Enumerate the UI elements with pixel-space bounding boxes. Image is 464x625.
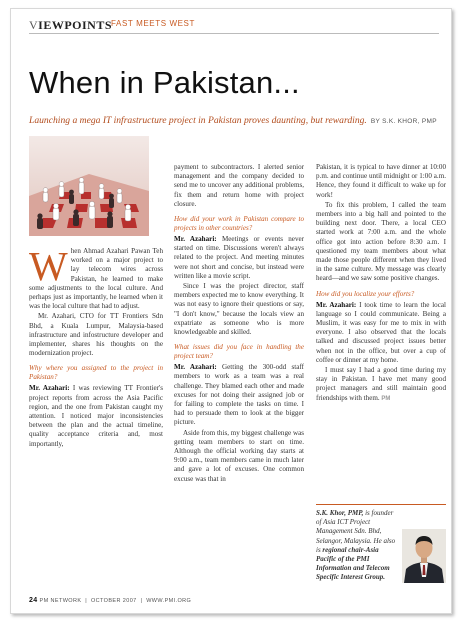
deck-text: Launching a mega IT infrastructure project in Pakistan proves daunting, but rewarding.: [29, 115, 367, 126]
closing-paragraph: I must say I had a good time during my stay in Pakistan. I have met many good project managers and still maintain good friendships with them. PM: [316, 366, 446, 402]
paragraph: Since I was the project director, staff members expected me to know everything. It was not easy to ignore their questions or say, "I don't know," because the locals view an expatriate as someone who is more knowledgeable and skilled.: [174, 282, 304, 337]
page-footer: 24 PM NETWORK | OCTOBER 2007 | WWW.PMI.ORG: [29, 597, 192, 604]
end-mark: PM: [381, 395, 391, 402]
bio-rule: [316, 504, 446, 505]
page-number: 24: [29, 597, 38, 604]
magazine-name: PM NETWORK: [39, 598, 82, 604]
article-title: When in Pakistan...: [29, 65, 300, 100]
section-subhead: FAST MEETS WEST: [111, 19, 195, 28]
question-heading: Why where you assigned to the project in Pakistan?: [29, 364, 163, 382]
paragraph: To fix this problem, I called the team members into a big hall and pointed to the building next door. There, a local CEO started work at 7:00 a.m. and the whole office got into action before 8:30 a.m. I questioned my team members about what made those people different when they lived in the same culture. My message was clearly heard—and we saw some positive changes.: [316, 200, 446, 283]
article-deck: [29, 115, 443, 126]
byline: BY S.K. KHOR, PMP: [370, 118, 437, 125]
question-heading: What issues did you face in handling the project team?: [174, 343, 304, 361]
author-portrait: [402, 529, 446, 583]
paragraph: Aside from this, my biggest challenge was getting team members to start on time. Although the official working day starts at 9:00 a.m., team members came in much later and gave a lot of excuses. One common excuse was that in: [174, 428, 304, 483]
article-column-3: [316, 163, 446, 405]
magazine-page: [10, 8, 452, 614]
drop-cap: W: [29, 243, 68, 289]
article-column-2: [174, 163, 304, 485]
section-label: VIEWPOINTS: [29, 18, 113, 32]
answer-paragraph: Mr. Azahari: Meetings or events never started on time. Discussions weren't always related to the project. And meeting minutes were not short and concise, but instead were written like a movie script.: [174, 235, 304, 280]
issue-date: OCTOBER 2007: [90, 598, 137, 604]
author-bio: S.K. Khor, PMP, is founder of Asia ICT Project Management Sdn. Bhd, Selangor, Malaysia. He also is regional chair-Asia Pacific of the PMI Information and Telecom Specific Interest Group.: [316, 509, 396, 582]
question-heading: How did you localize your efforts?: [316, 289, 415, 298]
answer-paragraph: Mr. Azahari: I took time to learn the local language so I could communicate. Being a Muslim, it was easy for me to mix in with everyone. I also observed that the locals talked and discussed project issues better when not in the office, but over a cup of coffee or dinner at my home.: [316, 300, 446, 364]
chess-board-photo: [29, 136, 149, 236]
article-column-1: [29, 243, 164, 450]
chess-illustration-image: [29, 136, 149, 236]
answer-paragraph: Mr. Azahari: Getting the 300-odd staff members to work as a team was a real challenge. They blamed each other and made excuses for not doing their assigned job or for failing to complete the tasks on time. I had to persuade them to look at the bigger picture.: [174, 363, 304, 427]
answer-paragraph: Mr. Azahari: I was reviewing TT Frontier's project reports from across the Asia Pacific region, and the one from Pakistan caught my attention. I noticed major inconsistencies between the plan and the actual timeline, quality acceptance criteria and, most importantly,: [29, 384, 164, 448]
paragraph: Pakistan, it is typical to have dinner at 10:00 p.m. and continue until midnight or 1:00 a.m. Hence, they found it difficult to wake up for work!: [316, 163, 446, 199]
question-heading: How did your work in Pakistan compare to projects in other countries?: [174, 215, 304, 233]
intro-paragraph: When Ahmad Azahari Pawan Teh worked on a major project to lay telecom wires across Pakistan, he learned to make some adjustments to the local culture. And perhaps just as importantly, he learned when it was the local culture that had to adjust.: [29, 243, 163, 311]
paragraph: Mr. Azahari, CTO for TT Frontiers Sdn Bhd, a Kuala Lumpur, Malaysia-based infrastructure and infostructure developer and implementer, shares his thoughts on the modernization project.: [29, 312, 163, 358]
header-rule: [29, 33, 439, 34]
author-photo-image: [402, 529, 446, 583]
paragraph: payment to subcontractors. I alerted senior management and the company decided to send me to uncover any additional problems, fix them and return home with project closure.: [174, 163, 304, 208]
section-header: [29, 18, 439, 32]
website-link[interactable]: WWW.PMI.ORG: [146, 598, 192, 604]
